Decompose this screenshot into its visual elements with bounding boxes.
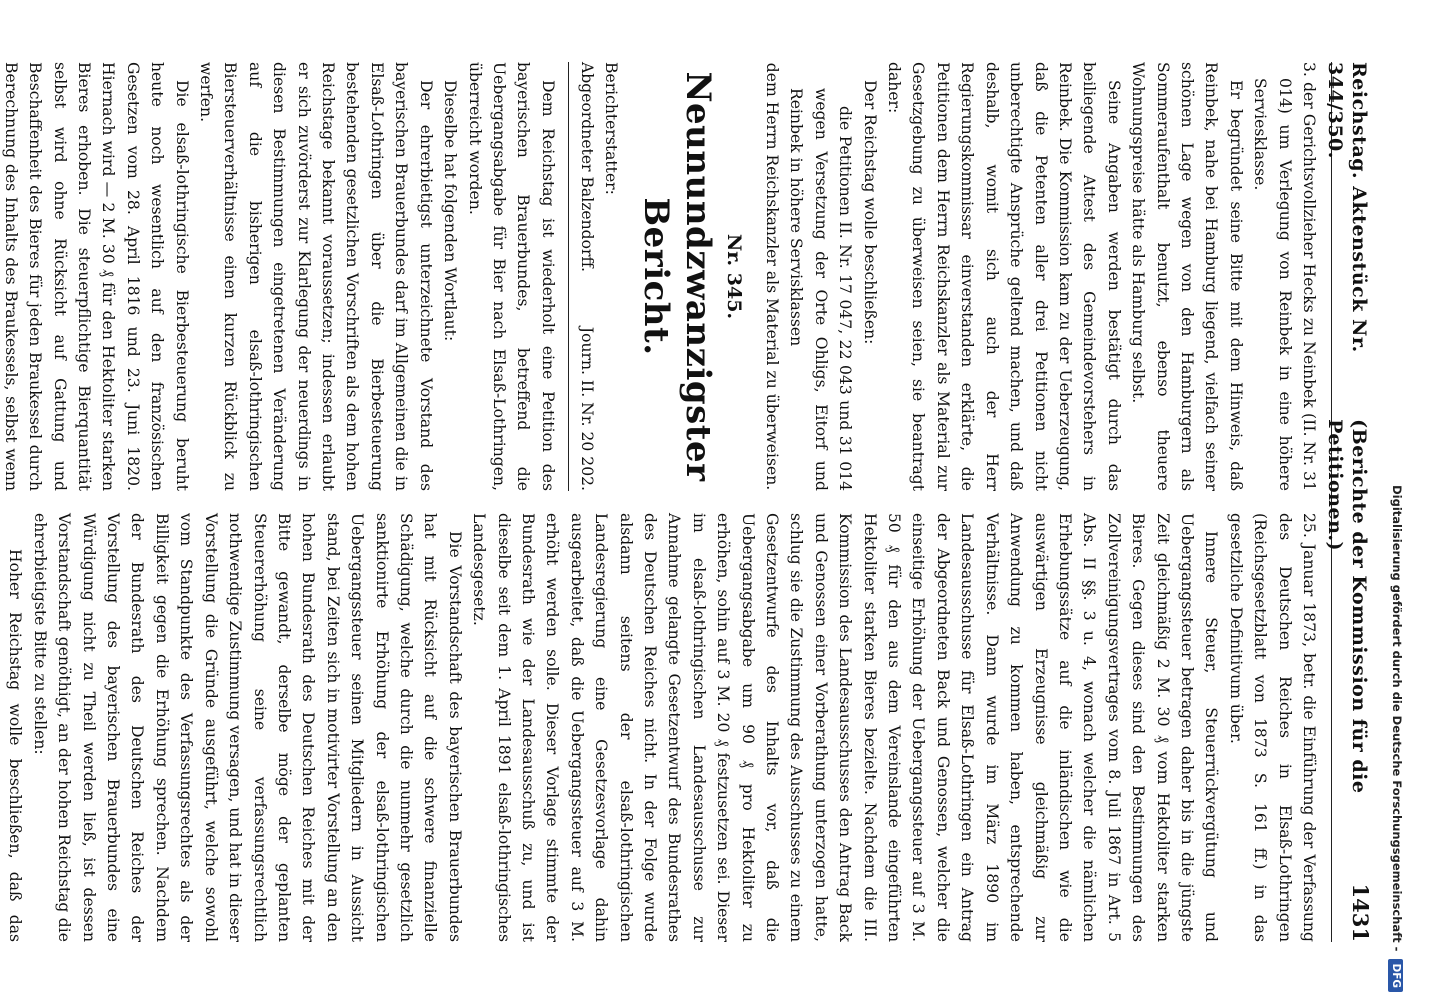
paragraph: Die elsaß-lothringische Bierbesteuerung beruht heute noch wesentlich auf den französischen Gesetzen vom 28. April 1816 und 23. Juni 1820. Hiernach wird — 2 M. 30 ₰ für den Hektoliter starken Bieres erhoben. Die steuerpflichtige Bierquantität selbst wird ohne Rücksicht auf Gattung und Beschaffenheit des Bieres für jeden Braukessel durch Berechnung des Inhalts des Braukessels, selbst wenn — [1, 62, 191, 491]
section-title: Neunundzwanzigster Bericht. — [636, 71, 719, 482]
header-left: Reichstag. Aktenstück Nr. 344/350. — [1323, 62, 1370, 353]
resolution-closing: dem Herrn Reichskanzler als Material zu überweisen. — [763, 62, 782, 491]
page-header — [1323, 62, 1373, 942]
paragraph: Er begründet seine Bitte mit dem Hinweis, daß Reinbek, nahe bei Hamburg liegend, vielfach seiner schönen Lage wegen von den Hamburgern als Sommeraufenthalt benutzt, ebenso theuere Wohnungspreise hätte als Hamburg selbst. — [1129, 62, 1245, 491]
dfg-logo: DFG — [1388, 959, 1403, 992]
section-number: Nr. 345. — [722, 233, 745, 320]
rapporteur-label: Berichterstatter: — [602, 62, 621, 195]
text-columns — [1, 62, 1321, 942]
rapporteur-line — [599, 62, 623, 491]
rapporteur-name-line — [575, 62, 599, 491]
paragraph: Dieselbe hat folgenden Wortlaut: — [441, 80, 460, 342]
left-column — [1, 62, 1321, 491]
paragraph: Seine Angaben werden bestätigt durch das beiliegende Attest des Gemeindevorstehers in Reinbek. Die Kommission kam zu der Ueberzeugung, daß die Petenten aller drei Petitionen nicht unberechtigte Ansprüche geltend machen, und daß deshalb, womit sich auch der Herr Regierungskommissar einverstanden erklärte, die Petitionen dem Herrn Reichskanzler als Material zur Gesetzgebung zu überweisen seien, sie beantragt daher: — [885, 62, 1123, 491]
paragraph: 25. Januar 1873, betr. die Einführung der Verfassung des Deutschen Reiches in Elsaß-Lothringen (Reichsgesetzblatt von 1873 S. 161 ff.) in das gesetzliche Definitivum über. — [1226, 513, 1318, 942]
rapporteur-name: Abgeordneter Balzendorff. — [578, 62, 597, 272]
paragraph: Die Vorstandschaft des bayerischen Brauerbundes hat mit Rücksicht auf die schwere finanzielle Schädigung, welche durch die nunmehr gesetzlich sanktionirte Erhöhung der elsaß-lothringischen Uebergangssteuer seinen Mitgliedern in Aussicht stand, bei Zeiten sich in motivirter Vorstellung an den hohen Bundesrath des Deutschen Reiches mit der Bitte gewandt, derselbe möge der geplanten Steuererhöhung seine verfassungsrechtlich nothwendige Zustimmung versagen, und hat in dieser Vorstellung die Gründe ausgeführt, welche sowohl vom Standpunkte des Verfassungsrechtes als der Billigkeit gegen die Erhöhung sprechen. Nachdem der Bundesrath des Deutschen Reiches der Vorstellung des bayerischen Brauerbundes eine Würdigung nicht zu Theil werden ließ, ist dessen Vorstandschaft genöthigt, an der hohen Reichstag die ehrerbietigste Bitte zu stellen: — [30, 513, 464, 942]
digitization-note — [1386, 0, 1408, 1000]
journal-number: Journ. II. Nr. 20 202. — [578, 326, 597, 491]
paragraph: Dem Reichstag ist wiederholt eine Petition des bayerischen Brauerbundes, betreffend die Uebergangsabgabe für Bier nach Elsaß-Lothringen, überreicht worden. — [465, 62, 557, 491]
paragraph: Innere Steuer, Steuerrückvergütung und Uebergangssteuer betragen daher bis in die jüngste Zeit gleichmäßig 2 M. 30 ₰ vom Hektoliter starken Bieres. Gegen dieses sind den Bestimmungen des Zollvereinigungsvertrages vom 8. Juli 1867 in Art. 5 Abs. II §§. 3 u. 4, wonach welcher die nämlichen Erhebungssätze auf die inländischen wie die auswärtigen Erzeugnisse gleichmäßig zur Anwendung zu kommen haben, entsprechende Verhältnisse. Dann wurde im März 1890 im Landesausschusse für Elsaß-Lothringen ein Antrag der Abgeordneten Back und Genossen, welcher die einseitige Erhöhung der Uebergangssteuer auf 3 M. 50 ₰ für den aus dem Vereinslande eingeführten Hektoliter starken Bieres bezielte. Nachdem die III. Kommission des Landesausschusses den Antrag Back und Genossen einer Vorberathung unterzogen hatte, schlug sie die Zustimmung des Ausschusses zu einem Gesetzentwurfe des Inhalts vor, daß die Uebergangsabgabe um 90 ₰ pro Hektoliter zu erhöhen, sohin auf 3 M. 20 ₰ festzusetzen sei. Dieser im elsaß-lothringischen Landesausschusse zur Annahme gelangte Gesetzentwurf des Bundesrathes des Deutschen Reiches nicht. In der Folge wurde alsdann seitens der elsaß-lothringischen Landesregierung eine Gesetzesvorlage dahin ausgearbeitet, daß die Uebergangssteuer auf 3 M. erhöht werden solle. Dieser Vorlage stimmte der Bundesrath wie der Landesausschuß zu, und ist dieselbe seit dem 1. April 1891 elsaß-lothringisches Landesgesetz. — [470, 513, 1221, 942]
digitization-text: Digitalisierung gefördert durch die Deutsche Forschungsgemeinschaft - — [1390, 485, 1404, 952]
paragraph: Der ehrerbietigst unterzeichnete Vorstand des bayerischen Brauerbundes darf im Allgemeinen die in Elsaß-Lothringen über die Bierbesteuerung bestehenden gesetzlichen Vorschriften als dem hohen Reichstage bekannt voraussetzen; indessen erlaubt er sich zuvörderst zur Klarlegung der neuerdings in diesen Bestimmungen eingetretenen Veränderung auf die bisherigen elsaß-lothringischen Biersteuerverhältnisse einen kurzen Rückblick zu werfen. — [197, 62, 435, 491]
right-column — [6, 513, 1321, 942]
resolution-text: die Petitionen II. Nr. 17 047, 22 043 und 31 014 wegen Versetzung der Orte Ohligs, Eitorf und Reinbek in höhere Servisklassen — [787, 88, 855, 491]
divider — [568, 62, 570, 491]
petition-request: Hoher Reichstag wolle beschließen, daß das — [6, 549, 25, 942]
header-title: (Berichte der Kommission für die Petitionen.) — [1323, 419, 1370, 794]
page-number: 1431 — [1348, 883, 1373, 942]
resolution-intro: Der Reichstag wolle beschließen: — [860, 80, 879, 345]
petition-item-3: 3. der Gerichtsvollzieher Hecks zu Neinbek (II. Nr. 31 014) um Verlegung von Reinbek in eine höhere Serviesklasse. — [1251, 62, 1318, 491]
